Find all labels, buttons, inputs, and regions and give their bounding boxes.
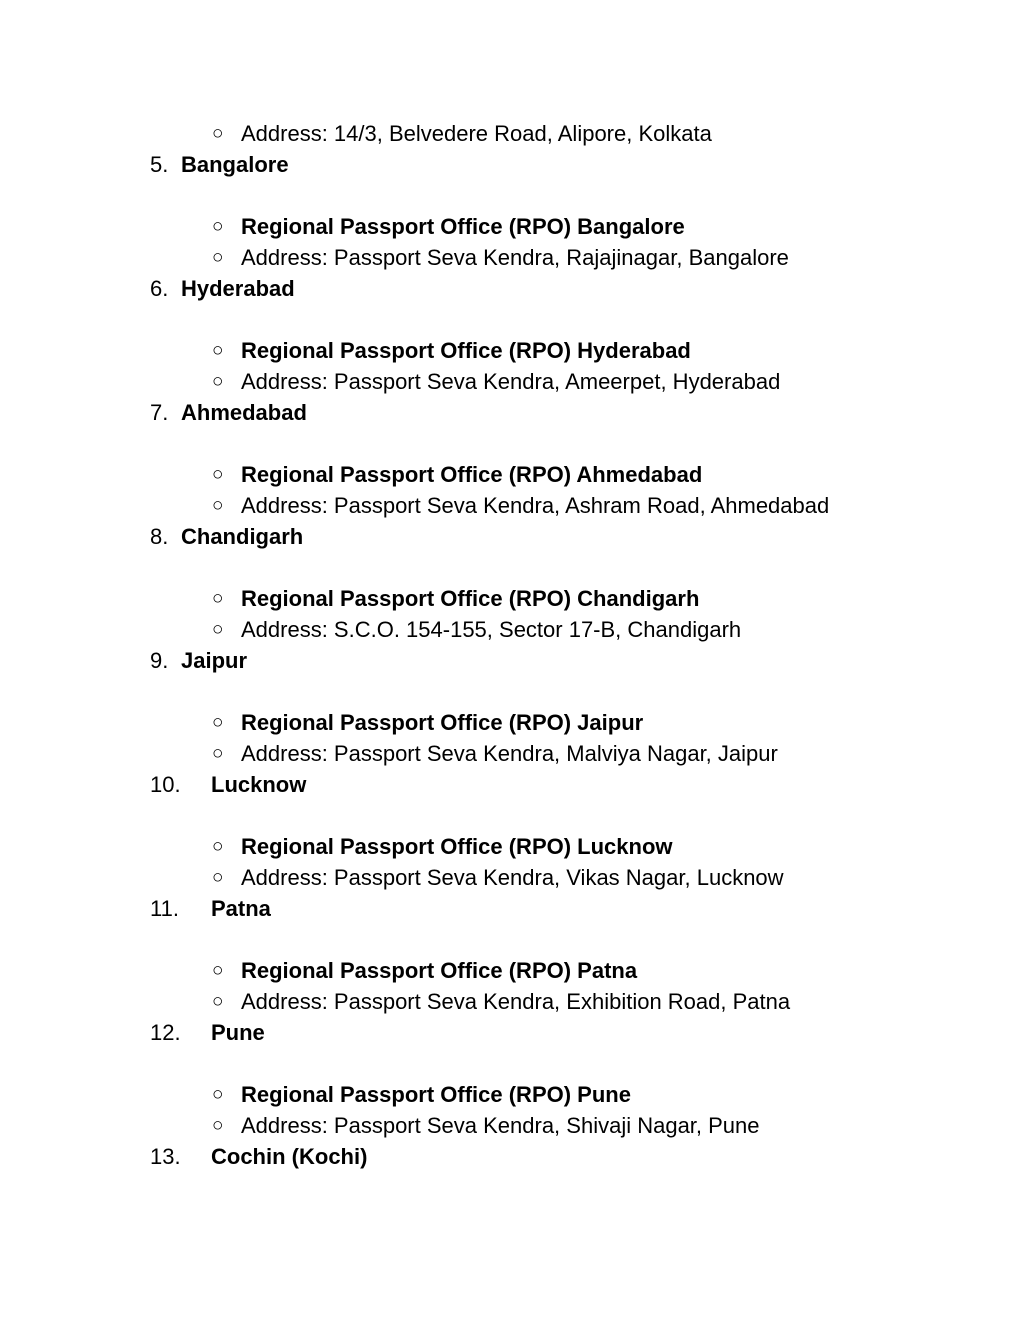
- hollow-circle-bullet-icon: ○: [212, 340, 224, 361]
- hollow-circle-bullet-icon: ○: [212, 1084, 224, 1105]
- city-heading: Pune: [211, 1020, 265, 1045]
- hollow-circle-bullet-icon: ○: [212, 247, 224, 268]
- address-text: Address: S.C.O. 154-155, Sector 17-B, Chandigarh: [241, 617, 742, 642]
- office-name: Regional Passport Office (RPO) Patna: [241, 958, 638, 983]
- address-text: Address: Passport Seva Kendra, Malviya Nagar, Jaipur: [241, 741, 778, 766]
- city-heading: Jaipur: [181, 648, 248, 673]
- hollow-circle-bullet-icon: ○: [212, 464, 224, 485]
- city-heading: Ahmedabad: [181, 400, 307, 425]
- hollow-circle-bullet-icon: ○: [212, 619, 224, 640]
- city-heading: Hyderabad: [181, 276, 295, 301]
- list-number: 12.: [150, 1020, 181, 1045]
- hollow-circle-bullet-icon: ○: [212, 588, 224, 609]
- hollow-circle-bullet-icon: ○: [212, 1115, 224, 1136]
- hollow-circle-bullet-icon: ○: [212, 836, 224, 857]
- address-text: Address: Passport Seva Kendra, Rajajinagar, Bangalore: [241, 245, 789, 270]
- list-number: 6.: [150, 276, 169, 301]
- hollow-circle-bullet-icon: ○: [212, 216, 224, 237]
- hollow-circle-bullet-icon: ○: [212, 371, 224, 392]
- city-heading: Lucknow: [211, 772, 307, 797]
- hollow-circle-bullet-icon: ○: [212, 495, 224, 516]
- address-text: Address: Passport Seva Kendra, Vikas Nagar, Lucknow: [241, 865, 784, 890]
- list-number: 11.: [150, 896, 179, 921]
- office-name: Regional Passport Office (RPO) Pune: [241, 1082, 631, 1107]
- list-number: 5.: [150, 152, 169, 177]
- address-text: Address: 14/3, Belvedere Road, Alipore, Kolkata: [241, 121, 712, 146]
- city-heading: Cochin (Kochi): [211, 1144, 368, 1169]
- list-number: 7.: [150, 400, 169, 425]
- city-heading: Patna: [211, 896, 271, 921]
- city-heading: Bangalore: [181, 152, 289, 177]
- hollow-circle-bullet-icon: ○: [212, 960, 224, 981]
- address-text: Address: Passport Seva Kendra, Ameerpet, Hyderabad: [241, 369, 781, 394]
- hollow-circle-bullet-icon: ○: [212, 123, 224, 144]
- address-text: Address: Passport Seva Kendra, Shivaji Nagar, Pune: [241, 1113, 760, 1138]
- list-number: 8.: [150, 524, 169, 549]
- office-name: Regional Passport Office (RPO) Hyderabad: [241, 338, 691, 363]
- list-number: 10.: [150, 772, 181, 797]
- address-text: Address: Passport Seva Kendra, Exhibition Road, Patna: [241, 989, 791, 1014]
- address-text: Address: Passport Seva Kendra, Ashram Road, Ahmedabad: [241, 493, 830, 518]
- office-name: Regional Passport Office (RPO) Jaipur: [241, 710, 644, 735]
- office-name: Regional Passport Office (RPO) Bangalore: [241, 214, 685, 239]
- list-number: 9.: [150, 648, 169, 673]
- office-name: Regional Passport Office (RPO) Chandigarh: [241, 586, 700, 611]
- office-name: Regional Passport Office (RPO) Ahmedabad: [241, 462, 703, 487]
- hollow-circle-bullet-icon: ○: [212, 991, 224, 1012]
- hollow-circle-bullet-icon: ○: [212, 712, 224, 733]
- office-name: Regional Passport Office (RPO) Lucknow: [241, 834, 673, 859]
- hollow-circle-bullet-icon: ○: [212, 743, 224, 764]
- city-heading: Chandigarh: [181, 524, 304, 549]
- hollow-circle-bullet-icon: ○: [212, 867, 224, 888]
- list-number: 13.: [150, 1144, 181, 1169]
